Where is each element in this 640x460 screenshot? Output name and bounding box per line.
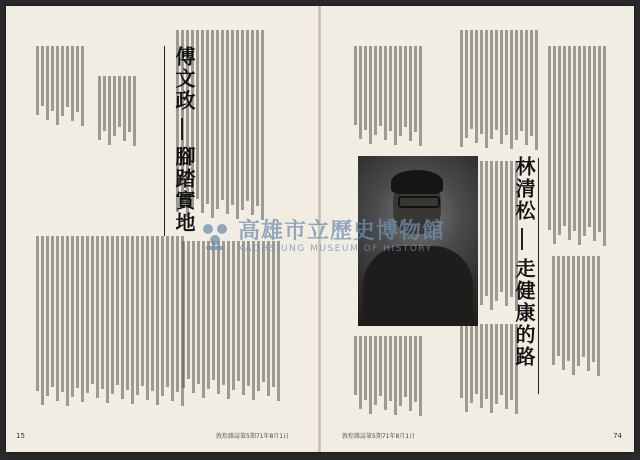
text-line xyxy=(201,30,204,213)
text-line xyxy=(133,76,136,146)
right-page-number: 74 xyxy=(613,432,622,440)
text-line xyxy=(548,46,551,230)
text-line xyxy=(126,236,129,390)
text-line xyxy=(364,46,367,130)
text-line xyxy=(490,161,493,310)
text-line xyxy=(500,161,503,292)
text-line xyxy=(485,161,488,296)
photo-hair-shape xyxy=(391,170,443,194)
text-line xyxy=(414,46,417,132)
text-line xyxy=(217,241,220,394)
text-line xyxy=(176,236,179,392)
text-line xyxy=(136,236,139,395)
photo-glasses-shape xyxy=(398,196,440,208)
text-line xyxy=(505,30,508,135)
watermark-subtitle: KAOHSIUNG MUSEUM OF HISTORY xyxy=(238,244,433,254)
text-line xyxy=(96,236,99,398)
title-dash-right xyxy=(521,228,523,250)
text-line xyxy=(66,46,69,107)
right-text-column-top-right xyxy=(548,46,606,246)
text-line xyxy=(108,76,111,145)
text-line xyxy=(379,336,382,396)
left-article-subtitle: 腳踏實地 xyxy=(172,146,196,234)
text-line xyxy=(552,256,555,365)
text-line xyxy=(490,30,493,139)
text-line xyxy=(222,241,225,385)
text-line xyxy=(36,46,39,115)
text-line xyxy=(227,241,230,399)
text-line xyxy=(470,30,473,129)
text-line xyxy=(76,236,79,388)
text-line xyxy=(558,46,561,235)
text-line xyxy=(256,30,259,206)
left-page-footer: 敦煌雜誌第5期71年8月1日 xyxy=(216,433,290,440)
text-line xyxy=(563,46,566,226)
text-line xyxy=(161,236,164,396)
text-line xyxy=(166,236,169,387)
text-line xyxy=(123,76,126,141)
text-line xyxy=(384,46,387,140)
text-line xyxy=(480,161,483,305)
text-line xyxy=(553,46,556,244)
text-line xyxy=(226,30,229,214)
text-line xyxy=(46,236,49,396)
text-line xyxy=(515,30,518,140)
text-line xyxy=(156,236,159,405)
text-line xyxy=(419,46,422,146)
left-page-number: 15 xyxy=(16,432,25,440)
text-line xyxy=(128,76,131,132)
text-line xyxy=(460,324,463,398)
text-line xyxy=(121,236,124,399)
text-line xyxy=(379,46,382,126)
museum-watermark xyxy=(198,220,445,254)
text-line xyxy=(394,336,397,415)
right-text-column-bottom-left xyxy=(354,336,422,416)
text-line xyxy=(578,46,581,245)
text-line xyxy=(103,76,106,131)
text-line xyxy=(267,241,270,396)
text-line xyxy=(241,30,244,210)
text-line xyxy=(71,236,74,397)
text-line xyxy=(587,256,590,371)
text-line xyxy=(359,336,362,409)
text-line xyxy=(202,241,205,398)
text-line xyxy=(111,236,114,394)
text-line xyxy=(480,30,483,134)
text-line xyxy=(262,241,265,382)
text-line xyxy=(237,241,240,381)
text-line xyxy=(399,46,402,136)
text-line xyxy=(409,46,412,141)
text-line xyxy=(500,30,503,144)
text-line xyxy=(525,30,528,145)
text-line xyxy=(118,76,121,127)
text-line xyxy=(242,241,245,395)
text-line xyxy=(131,236,134,404)
text-line xyxy=(41,46,44,106)
text-line xyxy=(495,30,498,130)
text-line xyxy=(81,236,84,402)
text-line xyxy=(593,46,596,241)
text-line xyxy=(597,256,600,376)
text-line xyxy=(212,241,215,380)
magazine-spread xyxy=(6,6,634,452)
text-line xyxy=(211,30,214,218)
text-line xyxy=(419,336,422,416)
text-line xyxy=(399,336,402,406)
text-line xyxy=(146,236,149,400)
text-line xyxy=(470,324,473,403)
text-line xyxy=(598,46,601,232)
text-line xyxy=(197,241,200,384)
text-line xyxy=(404,336,407,397)
text-line xyxy=(261,30,264,220)
text-line xyxy=(56,46,59,125)
text-line xyxy=(505,161,508,306)
text-line xyxy=(475,324,478,394)
text-line xyxy=(216,30,219,209)
text-line xyxy=(252,241,255,400)
text-line xyxy=(257,241,260,391)
text-line xyxy=(272,241,275,387)
text-line xyxy=(495,324,498,404)
text-line xyxy=(384,336,387,410)
right-text-column-top-mid xyxy=(460,30,538,150)
right-text-column-bottom-right xyxy=(552,256,600,376)
text-line xyxy=(206,30,209,204)
text-line xyxy=(36,236,39,391)
text-line xyxy=(374,46,377,135)
text-line xyxy=(231,30,234,205)
text-line xyxy=(66,236,69,406)
title-left-rule xyxy=(164,46,165,236)
text-line xyxy=(86,236,89,393)
text-line xyxy=(51,46,54,111)
text-line xyxy=(236,30,239,219)
text-line xyxy=(588,46,591,227)
text-line xyxy=(364,336,367,400)
text-line xyxy=(101,236,104,389)
text-line xyxy=(465,30,468,138)
text-line xyxy=(592,256,595,362)
text-line xyxy=(485,30,488,148)
text-line xyxy=(465,324,468,412)
text-line xyxy=(116,236,119,385)
left-article-title: 傅文政 xyxy=(172,46,196,112)
text-line xyxy=(151,236,154,391)
text-line xyxy=(106,236,109,403)
text-line xyxy=(582,256,585,357)
text-line xyxy=(495,161,498,301)
text-line xyxy=(505,324,508,409)
left-text-column-bottom xyxy=(36,236,184,406)
text-line xyxy=(221,30,224,200)
text-line xyxy=(61,236,64,392)
text-line xyxy=(81,46,84,126)
text-line xyxy=(354,336,357,395)
text-line xyxy=(91,236,94,384)
text-line xyxy=(359,46,362,139)
text-line xyxy=(192,241,195,393)
text-line xyxy=(577,256,580,366)
museum-logo-icon xyxy=(198,220,232,254)
text-line xyxy=(46,46,49,120)
text-line xyxy=(247,241,250,386)
photo-shirt-shape xyxy=(363,246,473,326)
text-line xyxy=(394,46,397,145)
watermark-title: 高雄市立歷史博物館 xyxy=(238,219,446,244)
right-page-footer: 敦煌雜誌第5期71年8月1日 xyxy=(342,433,416,440)
title-right-rule xyxy=(538,158,539,394)
text-line xyxy=(98,76,101,140)
text-line xyxy=(500,324,503,395)
left-text-column-top-mid xyxy=(98,76,136,146)
text-line xyxy=(404,46,407,127)
left-text-column-mid-right xyxy=(182,241,280,401)
text-line xyxy=(76,46,79,112)
text-line xyxy=(251,30,254,215)
text-line xyxy=(573,46,576,231)
right-article-title: 林清松 xyxy=(512,156,536,222)
text-line xyxy=(182,241,185,388)
text-line xyxy=(71,46,74,121)
text-line xyxy=(354,46,357,125)
text-line xyxy=(520,30,523,131)
text-line xyxy=(369,46,372,144)
text-line xyxy=(113,76,116,136)
text-line xyxy=(530,30,533,136)
text-line xyxy=(51,236,54,387)
text-line xyxy=(572,256,575,375)
text-line xyxy=(460,30,463,147)
text-line xyxy=(374,336,377,405)
text-line xyxy=(389,46,392,131)
left-text-column-top-left xyxy=(36,46,84,126)
text-line xyxy=(409,336,412,411)
text-line xyxy=(490,324,493,413)
text-line xyxy=(485,324,488,399)
text-line xyxy=(41,236,44,405)
text-line xyxy=(583,46,586,236)
text-line xyxy=(557,256,560,356)
text-line xyxy=(475,30,478,143)
text-line xyxy=(568,46,571,240)
text-line xyxy=(480,324,483,408)
text-line xyxy=(246,30,249,201)
right-article-subtitle: 走健康的路 xyxy=(512,258,536,368)
text-line xyxy=(141,236,144,386)
text-line xyxy=(567,256,570,361)
text-line xyxy=(389,336,392,401)
text-line xyxy=(207,241,210,389)
text-line xyxy=(187,241,190,379)
text-line xyxy=(369,336,372,414)
text-line xyxy=(603,46,606,246)
text-line xyxy=(277,241,280,401)
text-line xyxy=(535,30,538,150)
right-text-column-top-left xyxy=(354,46,422,146)
text-line xyxy=(510,30,513,149)
text-line xyxy=(56,236,59,401)
text-line xyxy=(232,241,235,390)
text-line xyxy=(562,256,565,370)
text-line xyxy=(61,46,64,116)
title-dash-left xyxy=(181,118,183,140)
text-line xyxy=(171,236,174,401)
text-line xyxy=(414,336,417,402)
